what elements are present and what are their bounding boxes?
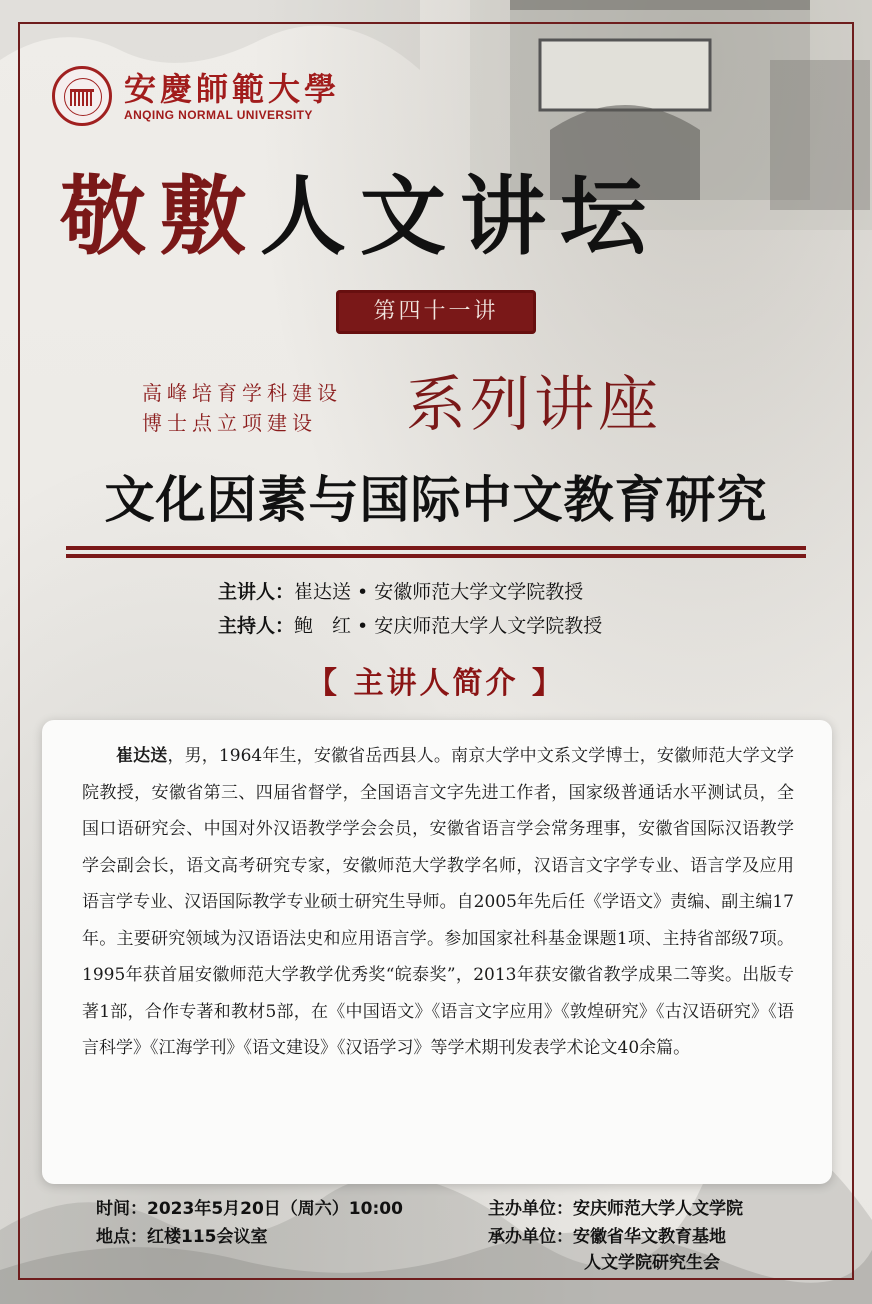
university-name-cn: 安慶師範大學 (124, 70, 341, 108)
event-co-organizer: 承办单位：安徽省华文教育基地 (488, 1227, 726, 1247)
speaker-bio (82, 738, 794, 1067)
bio-name: 崔达送 (116, 746, 168, 766)
forum-title (60, 162, 820, 272)
speaker-row (218, 578, 583, 606)
divider-line (66, 554, 806, 558)
speaker-label: 主讲人： (218, 581, 295, 603)
university-name-en: ANQING NORMAL UNIVERSITY (124, 108, 313, 122)
university-logo (52, 66, 340, 126)
series-title: 系列讲座 (406, 370, 662, 440)
host-label: 主持人： (218, 615, 295, 637)
event-place: 地点：红楼115会议室 (96, 1227, 268, 1247)
event-co-organizer-2: 人文学院研究生会 (584, 1253, 720, 1273)
speaker-value: 崔达送 • 安徽师范大学文学院教授 (294, 581, 584, 603)
series-subtitle (142, 378, 342, 438)
series-line-1: 高峰培育学科建设 (142, 381, 342, 405)
forum-title-black: 人文讲坛 (260, 167, 660, 267)
university-seal-icon (52, 66, 112, 126)
lecture-number-badge: 第四十一讲 (336, 290, 536, 334)
speaker-bio-card (42, 720, 832, 1184)
series-line-2: 博士点立项建设 (142, 411, 317, 435)
forum-title-red: 敬敷 (60, 167, 260, 267)
bio-text: ，男，1964年生，安徽省岳西县人。南京大学中文系文学博士，安徽师范大学文学院教授，安徽省第三、四届省督学，全国语言文字先进工作者，国家级普通话水平测试员，全国口语研究会、中国对外汉语教学学会会员，安徽省语言学会常务理事，安徽省国际汉语教学学会副会长，语文高考研究专家，安徽师范大学教学名师，汉语言文字学专业、语言学及应用语言学专业、汉语国际教学专业硕士研究生导师。自2005年先后任《学语文》责编、副主编17年。主要研究领域为汉语语法史和应用语言学。参加国家社科基金课题1项、主持省部级7项。1995年获首届安徽师范大学教学优秀奖“皖泰奖”，2013年获安徽省教学成果二等奖。出版专著1部，合作专著和教材5部，在《中国语文》《语言文字应用》《敦煌研究》《古汉语研究》《语言科学》《江海学刊》《语文建设》《汉语学习》等学术期刊发表学术论文40余篇。 (82, 746, 795, 1058)
event-time: 时间：2023年5月20日（周六）10:00 (96, 1199, 403, 1219)
host-row (218, 612, 602, 640)
divider-line (66, 546, 806, 550)
lecture-topic: 文化因素与国际中文教育研究 (104, 470, 768, 529)
university-name (124, 70, 340, 122)
event-organizer: 主办单位：安庆师范大学人文学院 (488, 1199, 743, 1219)
host-value: 鲍 红 • 安庆师范大学人文学院教授 (294, 615, 603, 637)
speaker-intro-heading: 【 主讲人简介 】 (307, 666, 565, 701)
